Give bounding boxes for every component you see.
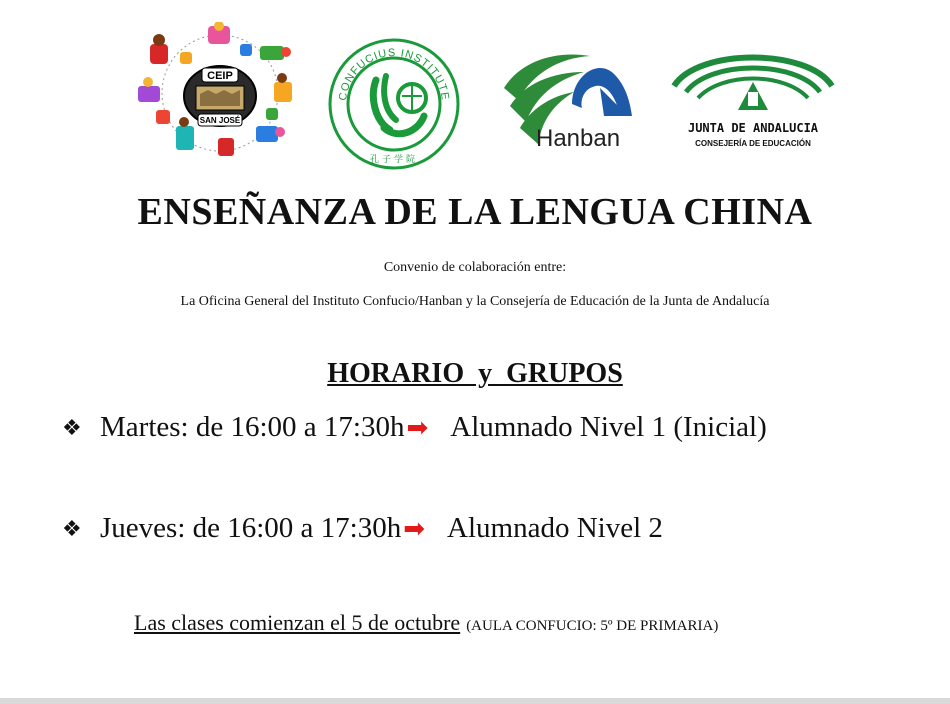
confucius-chinese-text: 孔子学院 — [369, 155, 419, 165]
schedule-time: Martes: de 16:00 a 17:30h — [100, 411, 405, 443]
junta-line2: CONSEJERÍA DE EDUCACIÓN — [695, 139, 811, 148]
red-arrow-icon: ➡ — [403, 513, 426, 544]
start-date-note — [134, 610, 718, 636]
section-heading: HORARIO y GRUPOS — [327, 358, 623, 389]
confucius-ring-text: CONFUCIUS INSTITUTE — [336, 46, 451, 102]
hanban-text: Hanban — [536, 125, 621, 152]
junta-line1: JUNTA DE ANDALUCIA — [687, 121, 819, 135]
page-bottom-edge — [0, 698, 950, 704]
junta-de-andalucia-logo — [668, 42, 838, 154]
schedule-item-martes — [62, 411, 767, 444]
schedule-item-jueves — [62, 512, 663, 545]
hanban-logo — [500, 48, 640, 156]
agreement-intro: Convenio de colaboración entre: — [383, 260, 567, 275]
diamond-bullet-icon: ❖ — [62, 414, 82, 440]
agreement-parties: La Oficina General del Instituto Confucio/Hanban y la Consejería de Educación de la Junta de Andalucía — [180, 294, 770, 309]
start-date-text: Las clases comienzan el 5 de octubre — [134, 610, 461, 635]
diamond-bullet-icon: ❖ — [62, 515, 82, 541]
schedule-group: Alumnado Nivel 1 (Inicial) — [450, 411, 767, 443]
ceip-bottom-text: SAN JOSÉ — [199, 116, 241, 125]
schedule-group: Alumnado Nivel 2 — [447, 512, 663, 544]
classroom-note: (AULA CONFUCIO: 5º DE PRIMARIA) — [466, 618, 719, 634]
red-arrow-icon: ➡ — [406, 412, 429, 443]
confucius-institute-logo — [326, 36, 462, 172]
ceip-top-text: CEIP — [207, 70, 233, 82]
page-title: ENSEÑANZA DE LA LENGUA CHINA — [137, 191, 813, 233]
ceip-san-jose-logo — [136, 22, 304, 164]
schedule-time: Jueves: de 16:00 a 17:30h — [100, 512, 402, 544]
